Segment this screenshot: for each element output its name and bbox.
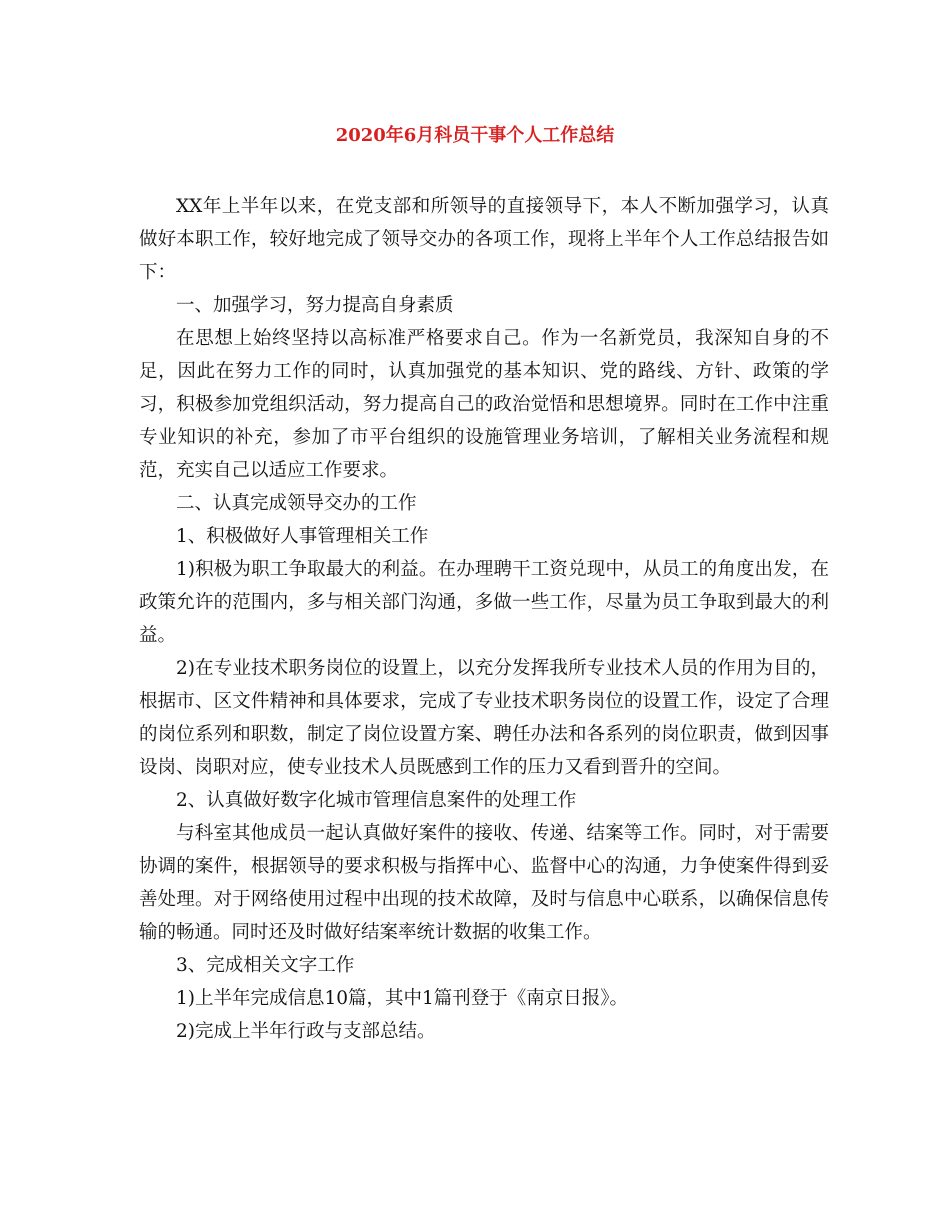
subsection-heading-2: 2、认真做好数字化城市管理信息案件的处理工作 <box>176 790 577 811</box>
body-paragraph: 2)在专业技术职务岗位的设置上，以充分发挥我所专业技术人员的作用为目的，根据市、区文件精神和具体要求，完成了专业技术职务岗位的设置工作，设定了合理的岗位系列和职数，制定了岗位设置方案、聘任办法和各系列的岗位职责，做到因事设岗、岗职对应，使专业技术人员既感到工作的压力又看到晋升的空间。 <box>139 658 829 778</box>
body-paragraph: 2)完成上半年行政与支部总结。 <box>176 1021 436 1042</box>
intro-paragraph: XX年上半年以来，在党支部和所领导的直接领导下，本人不断加强学习，认真做好本职工作，较好地完成了领导交办的各项工作，现将上半年个人工作总结报告如下： <box>139 196 829 283</box>
subsection-heading-3: 3、完成相关文字工作 <box>176 955 355 976</box>
document-title: 2020年6月科员干事个人工作总结 <box>335 125 615 146</box>
body-paragraph: 与科室其他成员一起认真做好案件的接收、传递、结案等工作。同时，对于需要协调的案件，根据领导的要求积极与指挥中心、监督中心的沟通，力争使案件得到妥善处理。对于网络使用过程中出现的技术故障，及时与信息中心联系，以确保信息传输的畅通。同时还及时做好结案率统计数据的收集工作。 <box>139 823 829 943</box>
body-paragraph: 1)积极为职工争取最大的利益。在办理聘干工资兑现中，从员工的角度出发，在政策允许的范围内，多与相关部门沟通，多做一些工作，尽量为员工争取到最大的利益。 <box>139 559 829 646</box>
body-paragraph: 1)上半年完成信息10篇，其中1篇刊登于《南京日报》。 <box>176 988 629 1009</box>
section-heading-1: 一、加强学习，努力提高自身素质 <box>176 295 454 316</box>
document-body <box>139 190 829 1048</box>
body-paragraph: 在思想上始终坚持以高标准严格要求自己。作为一名新党员，我深知自身的不足，因此在努力工作的同时，认真加强党的基本知识、党的路线、方针、政策的学习，积极参加党组织活动，努力提高自己的政治觉悟和思想境界。同时在工作中注重专业知识的补充，参加了市平台组织的设施管理业务培训，了解相关业务流程和规范，充实自己以适应工作要求。 <box>139 328 829 481</box>
subsection-heading-1: 1、积极做好人事管理相关工作 <box>176 526 429 547</box>
section-heading-2: 二、认真完成领导交办的工作 <box>176 493 417 514</box>
